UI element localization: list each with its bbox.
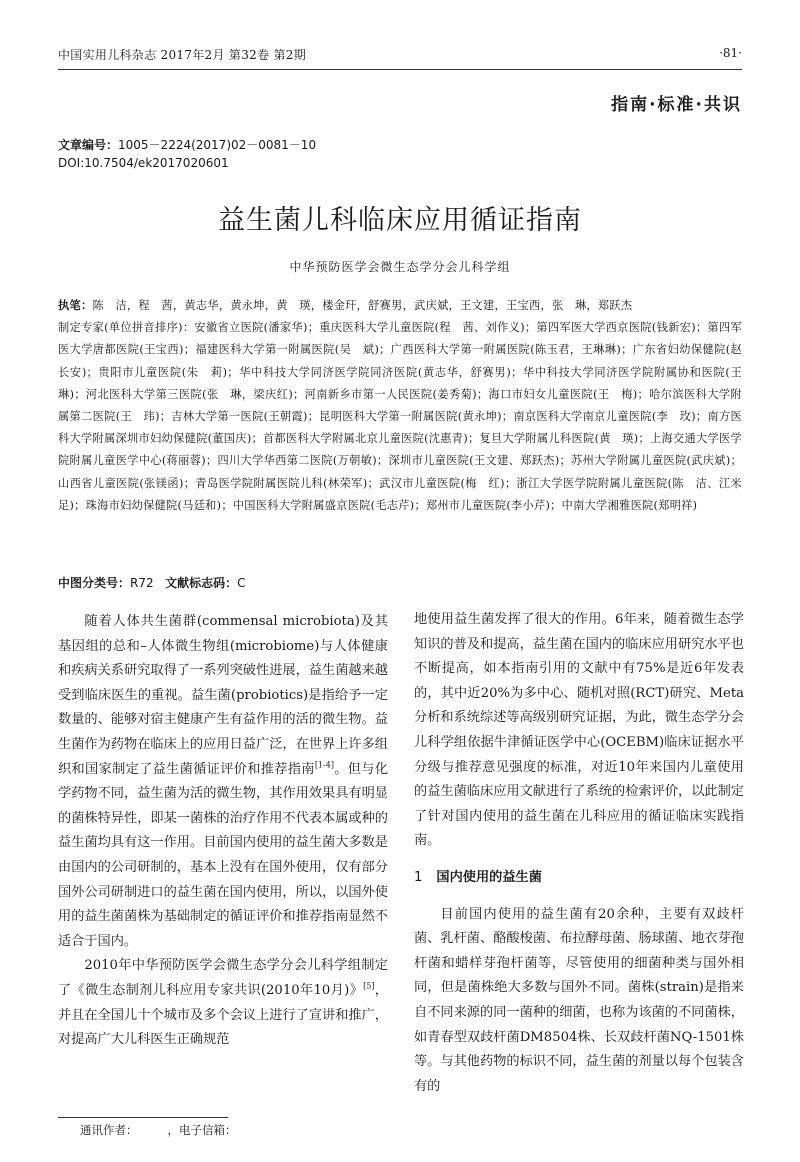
article-number xyxy=(58,136,316,153)
section-title: 国内使用的益生菌 xyxy=(436,869,542,885)
article-number-value: 1005－2224(2017)02－0081－10 xyxy=(118,138,317,152)
journal-header: 中国实用儿科杂志 2017年2月 第32卷 第2期 xyxy=(58,48,307,62)
clc-label: 中图分类号： xyxy=(58,576,131,590)
paragraph-text: 。但与化学药物不同，益生菌为活的微生物，其作用效果具有明显的菌株特异性，即某一菌株的治疗作用不代表本属或种的益生菌均具有这一作用。目前国内使用的益生菌大多数是由国内的公司研制的，基本上没有在国外使用，仅有部分国外公司研制进口的益生菌在国内使用，所以，以国外使用的益生菌菌株为基础制定的循证评价和推荐指南显然不适合于国内。 xyxy=(58,761,389,949)
doc-code-value: C xyxy=(237,576,246,590)
authors-label: 执笔： xyxy=(58,298,93,312)
corresponding-author-label: 通讯作者： xyxy=(80,1123,138,1137)
paragraph: 目前国内使用的益生菌有20余种，主要有双歧杆菌、乳杆菌、酪酸梭菌、布拉酵母菌、肠球菌、地衣芽孢杆菌和蜡样芽孢杆菌等，尽管使用的细菌种类与国外相同，但是菌株绝大多数与国外不同。菌株(strain)是指来自不同来源的同一菌种的细菌，也称为该菌的不同菌株，如青春型双歧杆菌DM8504株、长双歧杆菌NQ-1501株等。与其他药物的标识不同，益生菌的剂量以每个包装含有的 xyxy=(414,906,744,1094)
section-label: 指南·标准·共识 xyxy=(611,95,742,115)
paragraph: 地使用益生菌发挥了很大的作用。6年来，随着微生态学知识的普及和提高，益生菌在国内的临床应用研究水平也不断提高，如本指南引用的文献中有75%是近6年发表的，其中近20%为多中心、随机对照(RCT)研究、Meta分析和系统综述等高级别研究证据，为此，微生态学分会儿科学组依据牛津循证医学中心(OCEBM)临床证据水平分级与推荐意见强度的标准，对近10年来国内儿童使用的益生菌临床应用文献进行了系统的检索评价，以此制定了针对国内使用的益生菌在儿科应用的循证临床实践指南。 xyxy=(414,612,744,849)
email-label: ，电子信箱： xyxy=(167,1123,237,1137)
section-heading xyxy=(414,866,744,891)
clc-value: R72 xyxy=(130,576,154,590)
authors-list: 陈 洁，程 茜，黄志华，黄永坤，黄 瑛，楼金玕，舒赛男，武庆斌，王文建，王宝西，张 琳，郑跃杰 xyxy=(92,299,633,312)
left-column xyxy=(58,610,388,1053)
paragraph-text: 随着人体共生菌群(commensal microbiota)及其基因组的总和–人体微生物组(microbiome)与人体健康和疾病关系研究取得了一系列突破性进展，益生菌越来越受到临床医生的重视。益生菌(probiotics)是指给予一定数量的、能够对宿主健康产生有益作用的活的微生物。益生菌作为药物在临床上的应用日益广泛，在世界上许多组织和国家制定了益生菌循证评价和推荐指南 xyxy=(58,614,388,777)
footnote-rule xyxy=(58,1117,228,1118)
author-block xyxy=(58,294,754,517)
paragraph-text: 2010年中华预防医学会微生态学分会儿科学组制定了《微生态制剂儿科应用专家共识(2010年10月)》 xyxy=(58,958,388,998)
classification xyxy=(58,574,245,591)
organization: 中华预防医学会微生态学分会儿科学组 xyxy=(289,260,511,274)
page-number: ·81· xyxy=(719,46,742,60)
paragraph xyxy=(58,610,388,954)
paragraph-text: ，并且在全国儿十个城市及多个会议上进行了宣讲和推广，对提高广大儿科医生正确规范 xyxy=(58,982,388,1048)
footnote xyxy=(80,1122,237,1138)
doi: DOI:10.7504/ek2017020601 xyxy=(58,156,229,170)
section-number: 1 xyxy=(414,869,423,885)
experts-list: 制定专家(单位拼音排序)：安徽省立医院(潘家华)；重庆医科大学儿童医院(程 茜、刘作义)；第四军医大学西京医院(钱新宏)；第四军医大学唐都医院(王宝西)；福建医科大学第一附属医院(吴 斌)；广西医科大学第一附属医院(陈玉君，王琳琳)；广东省妇幼保健院(赵长安)；贵阳市儿童医院(朱 莉)；华中科技大学同济医学院同济医院(黄志华，舒赛男)；华中科技大学同济医学院附属协和医院(王 琳)；河北医科大学第三医院(张 琳，梁庆红)；河南新乡市第一人民医院(姜秀菊)；海口市妇女儿童医院(王 梅)；哈尔滨医科大学附属第二医院(王 玮)；吉林大学第一医院(王朝霞)；昆明医科大学第一附属医院(黄永坤)；南京医科大学南京儿童医院(李 玫)；南方医科大学附属深圳市妇幼保健院(董国庆)；首都医科大学附属北京儿童医院(沈惠青)；复旦大学附属儿科医院(黄 瑛)；上海交通大学医学院附属儿童医学中心(蒋丽蓉)；四川大学华西第二医院(万朝敏)；深圳市儿童医院(王文建、郑跃杰)；苏州大学附属儿童医院(武庆斌)；山西省儿童医院(张镁函)；青岛医学院附属医院儿科(林荣军)；武汉市儿童医院(梅 红)；浙江大学医学院附属儿童医院(陈 洁、江米足)；珠海市妇幼保健院(马廷和)；中国医科大学附属盛京医院(毛志芹)；郑州市儿童医院(李小芹)；中南大学湘雅医院(郑明祥) xyxy=(58,321,754,512)
doc-code-label: 文献标志码： xyxy=(165,576,238,590)
citation: [1-4] xyxy=(314,760,334,770)
article-number-label: 文章编号： xyxy=(58,138,119,152)
header-rule xyxy=(58,69,742,70)
paragraph xyxy=(58,954,388,1052)
article-title: 益生菌儿科临床应用循证指南 xyxy=(218,205,582,236)
right-column xyxy=(414,608,744,1099)
citation: [5] xyxy=(363,981,375,991)
